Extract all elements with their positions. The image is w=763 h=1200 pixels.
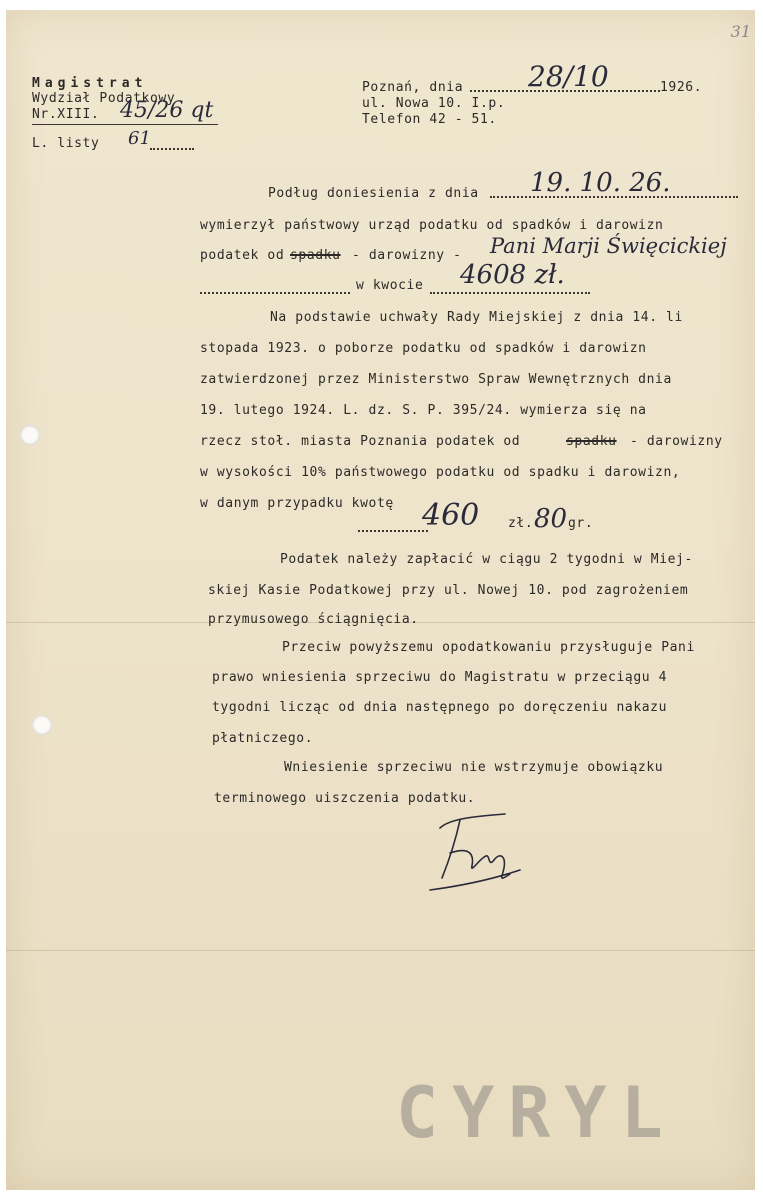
- dotted-line: [200, 292, 350, 294]
- p4-line3: tygodni licząc od dnia następnego po doręczeniu nakazu: [212, 700, 668, 715]
- p2-line6: w wysokości 10% państwowego podatku od spadku i darowizn,: [200, 465, 681, 480]
- p2-line7: w danym przypadku kwotę: [200, 496, 394, 511]
- p3-line1: Podatek należy zapłacić w ciągu 2 tygodni w Miej-: [280, 552, 693, 567]
- p4-line4: płatniczego.: [212, 731, 314, 746]
- p2-line3: zatwierdzonej przez Ministerstwo Spraw Wewnętrznych dnia: [200, 372, 672, 387]
- department-name: Wydział Podatkowy: [32, 91, 176, 106]
- case-number-prefix: Nr.XIII.: [32, 107, 100, 122]
- p1-line1: Podług doniesienia z dnia: [268, 186, 479, 201]
- p3-line2: skiej Kasie Podatkowej przy ul. Nowej 10. pod zagrożeniem: [208, 583, 689, 598]
- office-name: Magistrat: [32, 76, 148, 91]
- p2-line1: Na podstawie uchwały Rady Miejskiej z dnia 14. li: [270, 310, 683, 325]
- punch-hole: [32, 715, 52, 735]
- year: 1926.: [660, 80, 703, 95]
- p5-line1: Wniesienie sprzeciwu nie wstrzymuje obowiązku: [284, 760, 664, 775]
- p2-line5-suffix: - darowizny: [630, 434, 723, 449]
- p1-line4-mid: w kwocie: [356, 278, 424, 293]
- p5-line2: terminowego uiszczenia podatku.: [214, 791, 476, 806]
- p4-line2: prawo wniesienia sprzeciwu do Magistratu w przeciągu 4: [212, 670, 668, 685]
- list-number-prefix: L. listy: [32, 136, 100, 151]
- dotted-line: [430, 292, 590, 294]
- date-label: Poznań, dnia: [362, 80, 464, 95]
- handwritten-signature: [420, 808, 530, 898]
- punch-hole: [20, 425, 40, 445]
- dotted-line: [358, 530, 428, 532]
- p1-line2: wymierzył państwowy urząd podatku od spadków i darowizn: [200, 218, 664, 233]
- p2-zl: zł.: [508, 516, 534, 531]
- underline: [32, 124, 218, 125]
- case-number-handwritten: 45/26 qt: [120, 98, 214, 123]
- p1-line3-mid: - darowizny -: [352, 248, 462, 263]
- p1-struck-word: spadku: [290, 248, 341, 263]
- p2-amount-zl-handwritten: 460: [422, 498, 480, 533]
- address: ul. Nowa 10. I.p.: [362, 96, 506, 111]
- p2-line4: 19. lutego 1924. L. dz. S. P. 395/24. wymierza się na: [200, 403, 647, 418]
- p2-amount-gr-handwritten: 80: [534, 504, 568, 534]
- p1-name-handwritten: Pani Marji Święcickiej: [490, 234, 727, 258]
- archive-reference-mark: 31: [730, 22, 751, 41]
- fold-line: [6, 950, 755, 951]
- p2-struck-word: spadku: [566, 434, 617, 449]
- phone: Telefon 42 - 51.: [362, 112, 497, 127]
- p3-line3: przymusowego ściągnięcia.: [208, 612, 419, 627]
- p2-line5-prefix: rzecz stoł. miasta Poznania podatek od: [200, 434, 521, 449]
- p4-line1: Przeciw powyższemu opodatkowaniu przysługuje Pani: [282, 640, 695, 655]
- archive-watermark: CYRYL: [396, 1072, 677, 1154]
- p1-line3-prefix: podatek od: [200, 248, 285, 263]
- dotted-line: [150, 148, 194, 150]
- p1-amount-handwritten: 4608 zł.: [460, 260, 565, 290]
- p1-date-handwritten: 19. 10. 26.: [530, 168, 671, 198]
- p2-line2: stopada 1923. o poborze podatku od spadków i darowizn: [200, 341, 647, 356]
- date-handwritten: 28/10: [528, 60, 609, 93]
- list-number-handwritten: 61: [128, 128, 151, 149]
- p2-gr: gr.: [568, 516, 594, 531]
